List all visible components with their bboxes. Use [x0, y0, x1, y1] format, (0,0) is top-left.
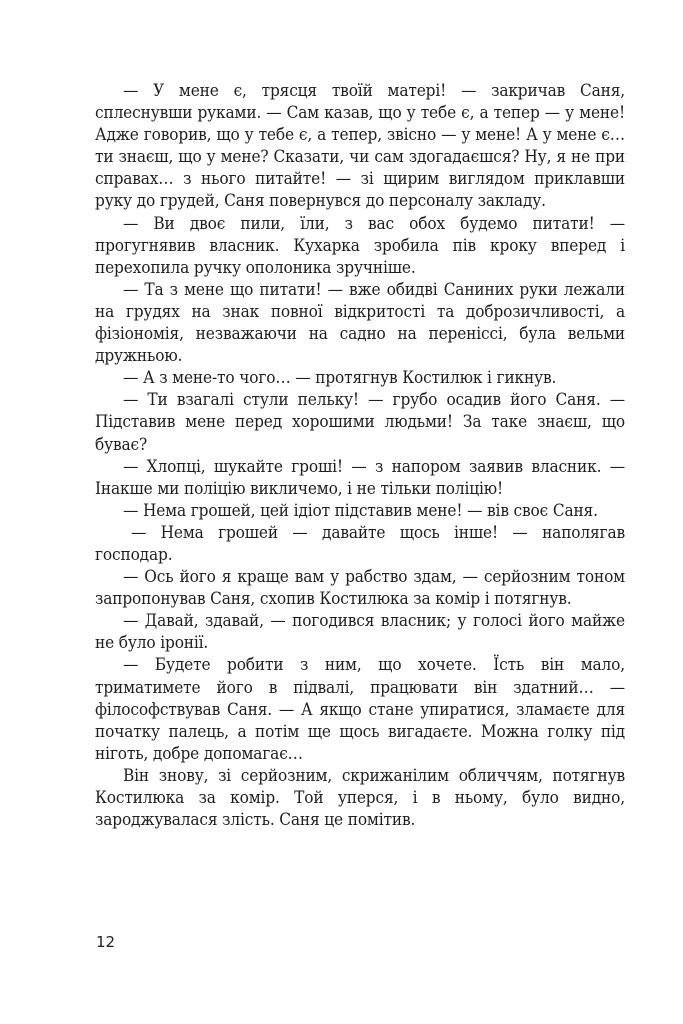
paragraph-1: — У мене є, трясця твоїй матері! — закричав Саня, сплеснувши руками. — Сам казав, що у тебе є, а тепер — у мене! Адже говорив, що у тебе є, а тепер, звісно — у мене! А у мене є… ти знаєш, що у мене? Сказати, чи сам здогадаєшся? Ну, я не при справах… з нього питайте! — зі щирим виглядом приклавши руку до грудей, Саня повернувся до персоналу закладу.: [95, 81, 625, 212]
paragraph-3: — Та з мене що питати! — вже обидві Саниних руки лежали на грудях на знак повної відкритості та доброзичливості, а фізіономія, незважаючи на садно на переніссі, була вельми дружньою.: [95, 279, 625, 367]
paragraph-8: — Нема грошей — давайте щось інше! — наполягав господар.: [95, 522, 625, 565]
paragraph-11: — Будете робити з ним, що хочете. Їсть він мало, триматимете його в підвалі, працювати він здатний… — філософствував Саня. — А якщо стане упиратися, зламаєте для початку палець, а потім ще щось вигадаєте. Можна голку під ніготь, добре допомагає…: [95, 655, 625, 764]
paragraph-9: — Ось його я краще вам у рабство здам, — серйозним тоном запропонував Саня, схопив Костилюка за комір і потягнув.: [95, 567, 625, 610]
paragraph-12: Він знову, зі серйозним, скрижанілим обличчям, потягнув Костилюка за комір. Той уперся, і в ньому, було видно, зароджувалася злість. Саня це помітив.: [95, 765, 625, 831]
paragraph-10: — Давай, здавай, — погодився власник; у голосі його майже не було іронії.: [95, 611, 625, 654]
paragraph-4: — А з мене-то чого… — протягнув Костилюк і гикнув.: [123, 368, 557, 389]
page-number: 12: [96, 933, 116, 951]
paragraph-6: — Хлопці, шукайте гроші! — з напором заявив власник. — Інакше ми поліцію викличемо, і не тільки поліцію!: [95, 456, 625, 499]
paragraph-2: — Ви двоє пили, їли, з вас обох будемо питати! — прогугнявив власник. Кухарка зробила пів кроку вперед і перехопила ручку ополоника зручніше.: [95, 213, 625, 278]
paragraph-7: — Нема грошей, цей ідіот підставив мене! — вів своє Саня.: [123, 500, 598, 521]
book-page-text: [95, 80, 625, 831]
paragraph-5: — Ти взагалі стули пельку! — грубо осадив його Саня. — Підставив мене перед хорошими людьми! За таке знаєш, що буває?: [95, 390, 625, 455]
